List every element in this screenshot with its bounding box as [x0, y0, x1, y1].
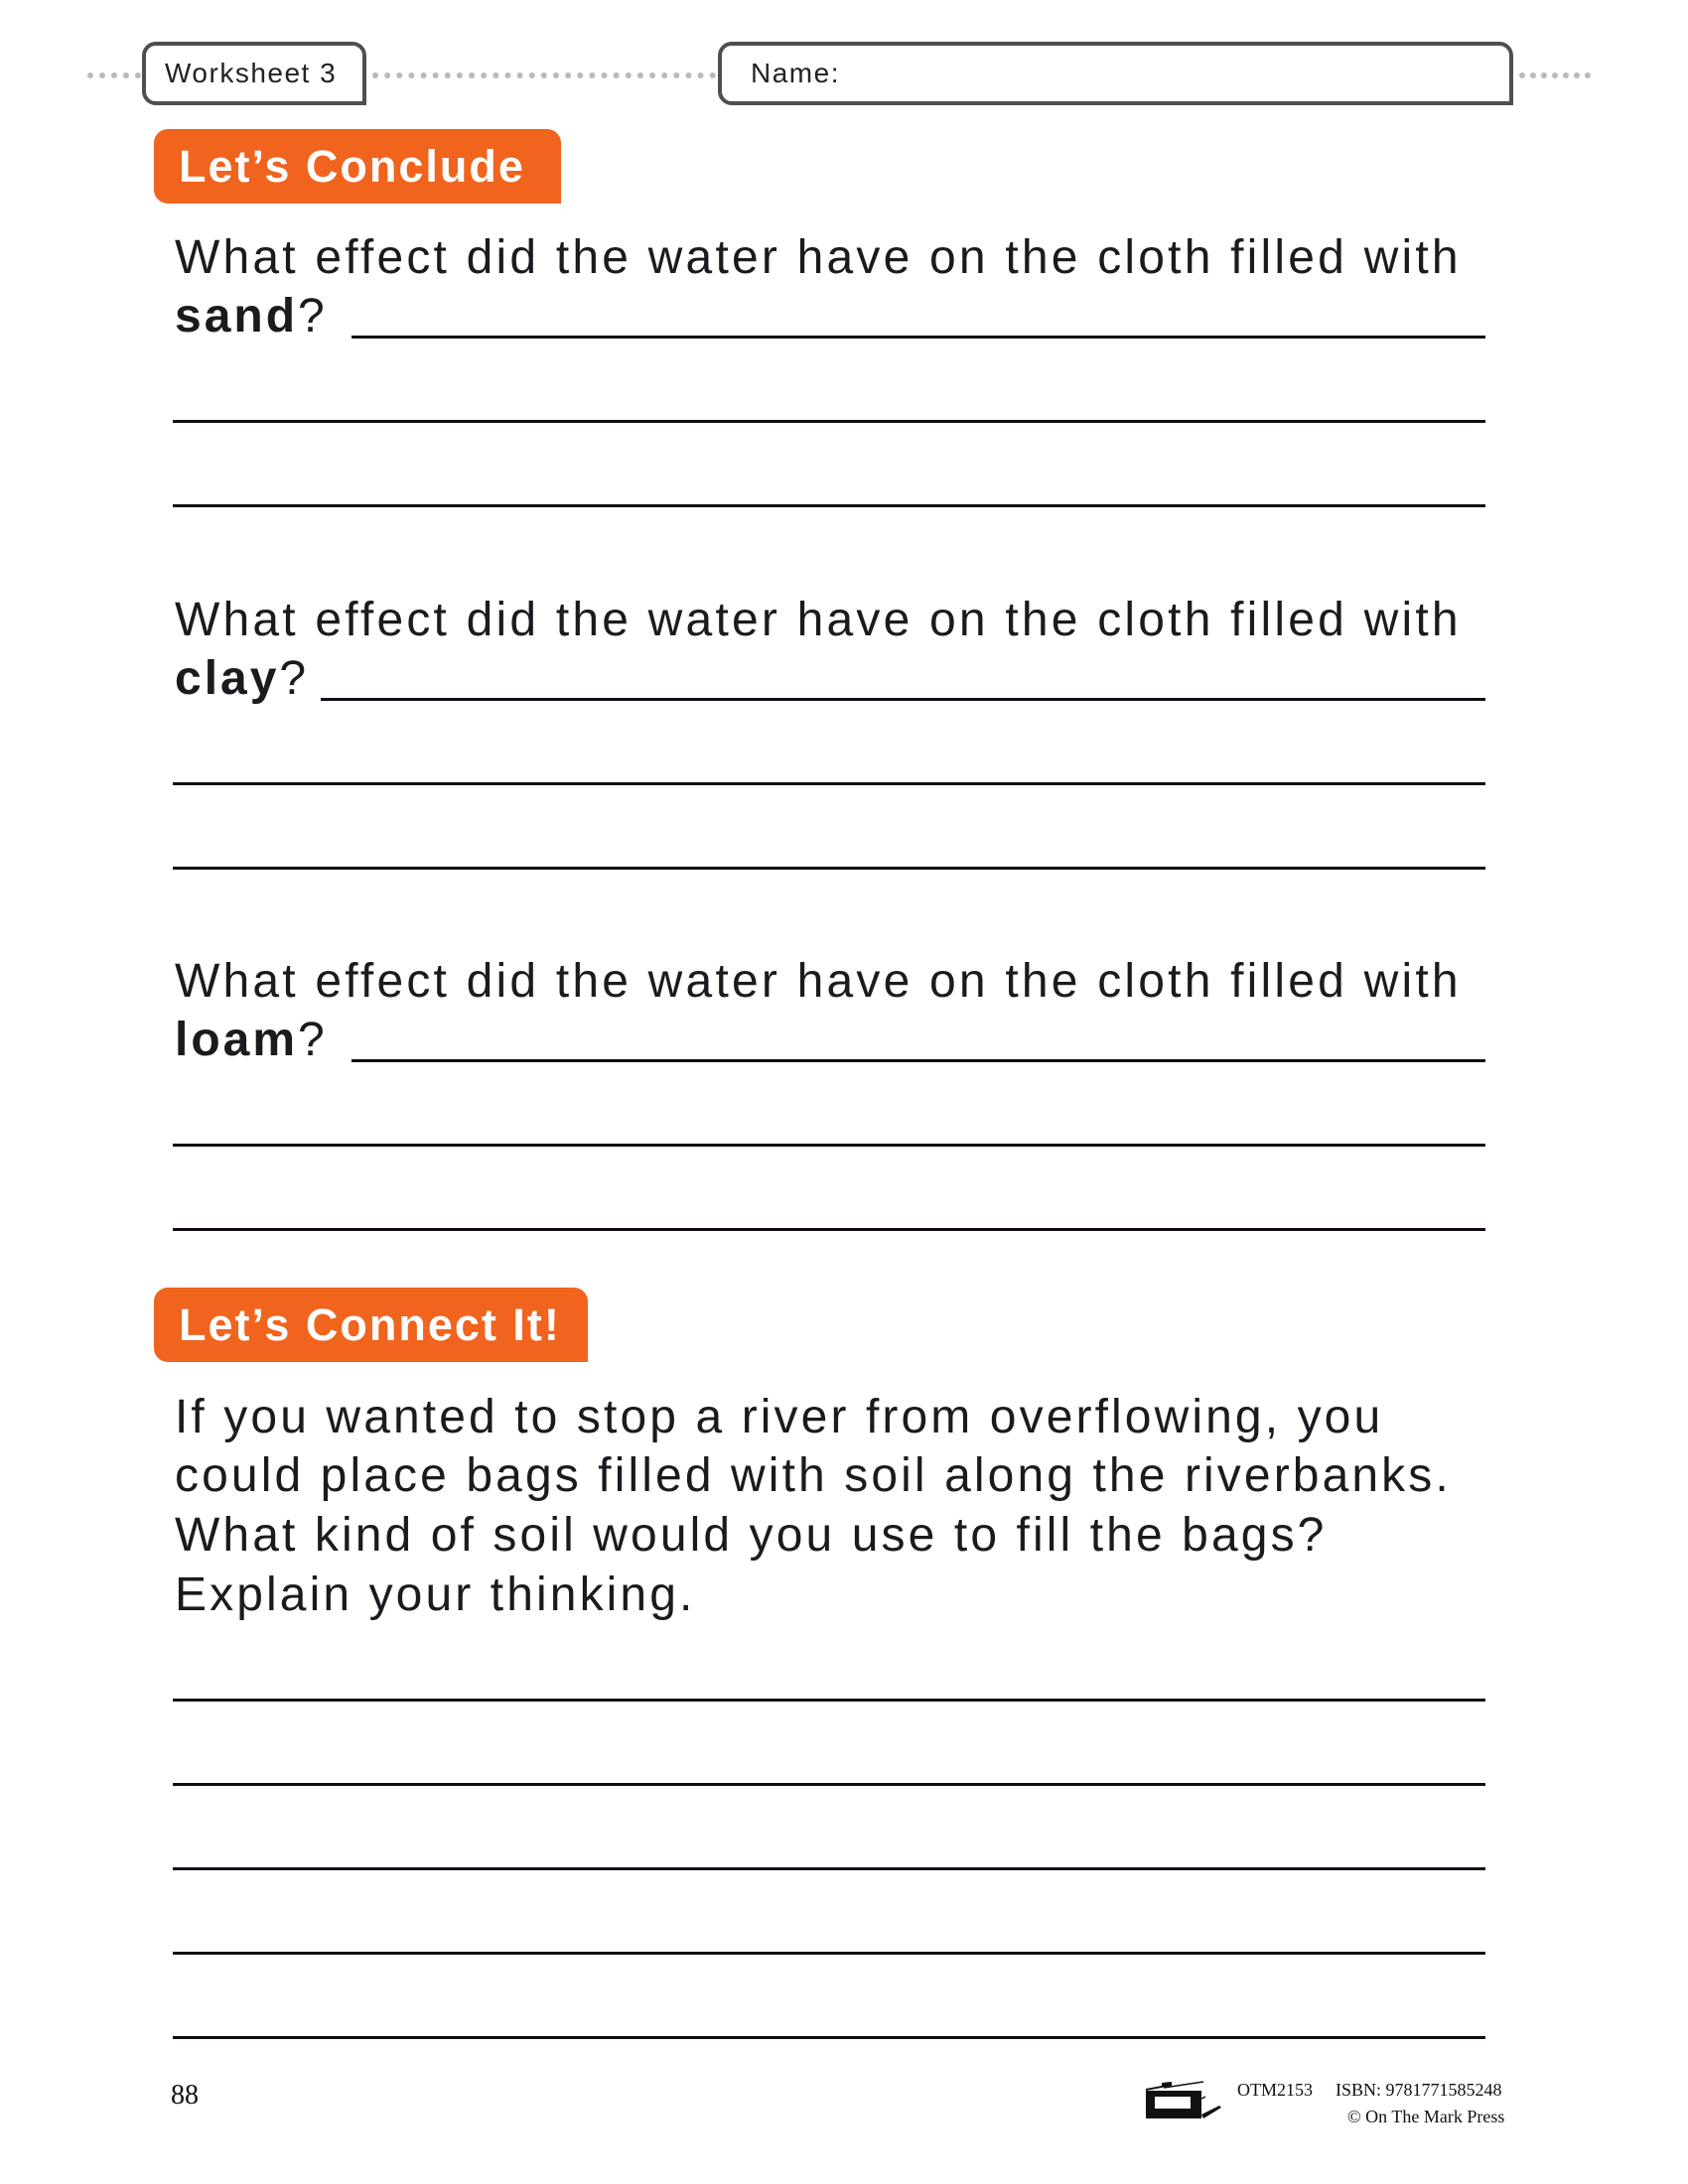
- paragraph-line-2: could place bags filled with soil along the riverbanks.: [175, 1449, 1452, 1502]
- section-tag-conclude: Let’s Conclude: [154, 129, 561, 204]
- question-mark: ?: [298, 1014, 328, 1066]
- product-code: OTM2153: [1237, 2080, 1313, 2100]
- paragraph-line-4: Explain your thinking.: [175, 1569, 696, 1621]
- answer-line[interactable]: [173, 1228, 1485, 1231]
- isbn: ISBN: 9781771585248: [1336, 2080, 1502, 2100]
- question-2-line-1: What effect did the water have on the cloth filled with: [175, 594, 1462, 646]
- answer-line[interactable]: [173, 867, 1485, 870]
- dotted-divider-right: [1519, 72, 1591, 78]
- worksheet-label: Worksheet 3: [165, 58, 338, 88]
- paragraph-line-3: What kind of soil would you use to fill the bags?: [175, 1509, 1328, 1562]
- keyword-clay: clay: [175, 652, 280, 705]
- question-1-line-2: [175, 290, 328, 342]
- name-field[interactable]: [718, 42, 1513, 105]
- answer-line[interactable]: [173, 420, 1485, 423]
- paragraph-line-1: If you wanted to stop a river from overflowing, you: [175, 1391, 1384, 1443]
- question-mark: ?: [279, 652, 310, 705]
- page-number: 88: [171, 2080, 199, 2111]
- answer-line[interactable]: [173, 504, 1485, 507]
- question-3-line-1: What effect did the water have on the cloth filled with: [175, 955, 1462, 1008]
- question-3-line-2: [175, 1014, 328, 1066]
- answer-line[interactable]: [173, 1699, 1485, 1702]
- dotted-divider-middle: [372, 72, 716, 78]
- photocopier-icon: [1144, 2079, 1223, 2120]
- question-2-line-2: [175, 652, 310, 705]
- answer-line[interactable]: [173, 1867, 1485, 1870]
- worksheet-label-box: [142, 42, 366, 105]
- answer-line[interactable]: [173, 1952, 1485, 1955]
- keyword-sand: sand: [175, 290, 299, 342]
- section-tag-connect: Let’s Connect It!: [154, 1288, 588, 1362]
- question-mark: ?: [298, 290, 328, 342]
- name-label: Name:: [751, 58, 840, 88]
- answer-line[interactable]: [352, 1059, 1485, 1062]
- copyright: © On The Mark Press: [1347, 2107, 1505, 2126]
- dotted-divider-left: [87, 72, 141, 78]
- answer-line[interactable]: [173, 1783, 1485, 1786]
- keyword-loam: loam: [175, 1014, 299, 1066]
- question-1-line-1: What effect did the water have on the cloth filled with: [175, 231, 1462, 284]
- answer-line[interactable]: [321, 698, 1485, 701]
- answer-line[interactable]: [352, 336, 1485, 339]
- answer-line[interactable]: [173, 2036, 1485, 2039]
- answer-line[interactable]: [173, 1144, 1485, 1147]
- answer-line[interactable]: [173, 782, 1485, 785]
